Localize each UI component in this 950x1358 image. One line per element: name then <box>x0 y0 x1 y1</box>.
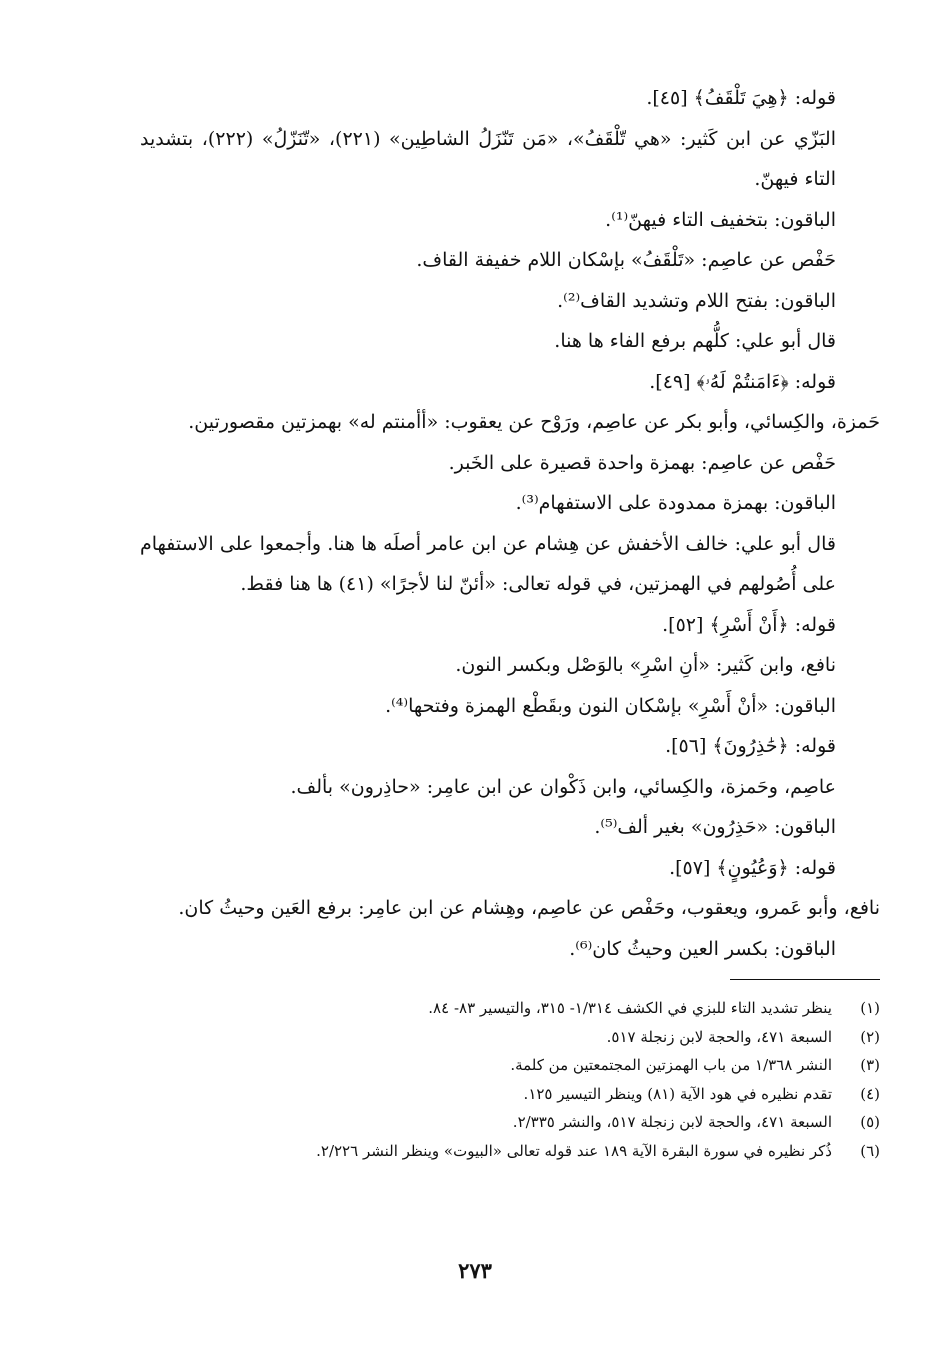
footnote-number: (٦) <box>860 1141 880 1160</box>
footnote-number: (٤) <box>860 1084 880 1103</box>
main-text <box>140 78 880 969</box>
paragraph: البَزّي عن ابن كَثير: «هي تّلْقَفُ»، «مَن تَنّزَلُ الشاطِين» (٢٢١)، «تّنَزّلُ» (٢٢٢)، بتشديد التاء فيهنّ. <box>140 127 836 190</box>
paragraph: الباقون: بهمزة ممدودة على الاستفهام⁽³⁾. <box>515 492 836 514</box>
paragraph: الباقون: «أنْ أَسْرِ» بإسْكان النون وبقَطْع الهمزة وفتحها⁽⁴⁾. <box>385 694 836 717</box>
footnote-number: (٢) <box>860 1027 880 1046</box>
footnote <box>140 1023 880 1052</box>
paragraph: نافع، وأبو عَمرو، ويعقوب، وحَفْص عن عاصِم، وهِشام عن ابن عامِر: برفع العَين وحيثُ كان. <box>178 897 880 919</box>
footnote-text: السبعة ٤٧١، والحجة لابن زنجلة ٥١٧، والنشر ٢/٣٣٥. <box>512 1113 832 1131</box>
paragraph-heading-49: قوله: ﴿ءَامَنتُمْ لَهُۥ﴾ [٤٩]. <box>649 370 836 393</box>
paragraph: قال أبو علي: كلُّهم برفع الفاء ها هنا. <box>554 330 836 352</box>
book-page <box>140 78 880 1338</box>
footnote-number: (١) <box>860 999 880 1017</box>
footnote-number: (٣) <box>860 1056 880 1074</box>
footnote <box>140 1080 880 1109</box>
paragraph-heading-57: قوله: ﴿وَعُيُونٍ﴾ [٥٧]. <box>669 856 836 879</box>
paragraph: نافع، وابن كَثير: «أنِ اسْرِ» بالوَصْل وبكسر النون. <box>455 654 836 676</box>
footnote <box>140 1137 880 1166</box>
footnote-text: السبعة ٤٧١، والحجة لابن زنجلة ٥١٧. <box>606 1027 832 1046</box>
paragraph: حَفْص عن عاصِم: بهمزة واحدة قصيرة على الخَبر. <box>448 451 836 474</box>
footnote-text: تقدم نظيره في هود الآية (٨١) وينظر التيسير ١٢٥. <box>523 1084 832 1103</box>
paragraph: قال أبو علي: خالف الأخفش عن هِشام عن ابن عامر أصلَه ها هنا. وأجمعوا على الاستفهام على أُصُولهم في الهمزتين، في قوله تعالى: «أئنّ لنا لأجرًا» (٤١) ها هنا فقط. <box>140 532 836 595</box>
paragraph: حَمزة، والكِسائي، وأبو بكر عن عاصِم، ورَوْح عن يعقوب: «أأمنتم له» بهمزتين مقصورتين. <box>188 411 880 433</box>
footnotes <box>140 994 880 1165</box>
paragraph: الباقون: «حَذِرُون» بغير ألف⁽⁵⁾. <box>594 816 836 838</box>
page-number: ٢٧٣ <box>458 1258 492 1283</box>
footnote-separator <box>730 979 880 980</box>
paragraph-heading-45: قوله: ﴿هِيَ تَلْقَفُ﴾ [٤٥]. <box>646 87 836 109</box>
footnote <box>140 1051 880 1080</box>
footnote-text: ينظر تشديد التاء للبزي في الكشف ١/٣١٤- ٣١٥، والتيسير ٨٣- ٨٤. <box>428 999 832 1017</box>
paragraph: الباقون: بكسر العين وحيثُ كان⁽⁶⁾. <box>569 937 836 960</box>
footnote-text: ذُكر نظيره في سورة البقرة الآية ١٨٩ عند قوله تعالى «البيوت» وينظر النشر ٢/٢٢٦. <box>316 1141 832 1160</box>
paragraph: الباقون: بتخفيف التاء فيهنّ⁽¹⁾. <box>605 208 836 231</box>
footnote <box>140 1108 880 1137</box>
footnote-number: (٥) <box>860 1113 880 1131</box>
paragraph: الباقون: بفتح اللام وتشديد القاف⁽²⁾. <box>557 289 836 312</box>
paragraph: عاصِم، وحَمزة، والكِسائي، وابن ذَكْوان عن ابن عامِر: «حاذِرون» بألف. <box>290 775 836 798</box>
paragraph: حَفْص عن عاصِم: «تَلْقَفُ» بإسْكان اللام خفيفة القاف. <box>416 249 836 271</box>
footnote <box>140 994 880 1023</box>
paragraph-heading-56: قوله: ﴿حَٰذِرُونَ﴾ [٥٦]. <box>665 735 836 757</box>
paragraph-heading-52: قوله: ﴿أَنْ أَسْرِ﴾ [٥٢]. <box>662 613 836 636</box>
footnote-text: النشر ١/٣٦٨ من باب الهمزتين المجتمعتين من كلمة. <box>510 1056 832 1074</box>
